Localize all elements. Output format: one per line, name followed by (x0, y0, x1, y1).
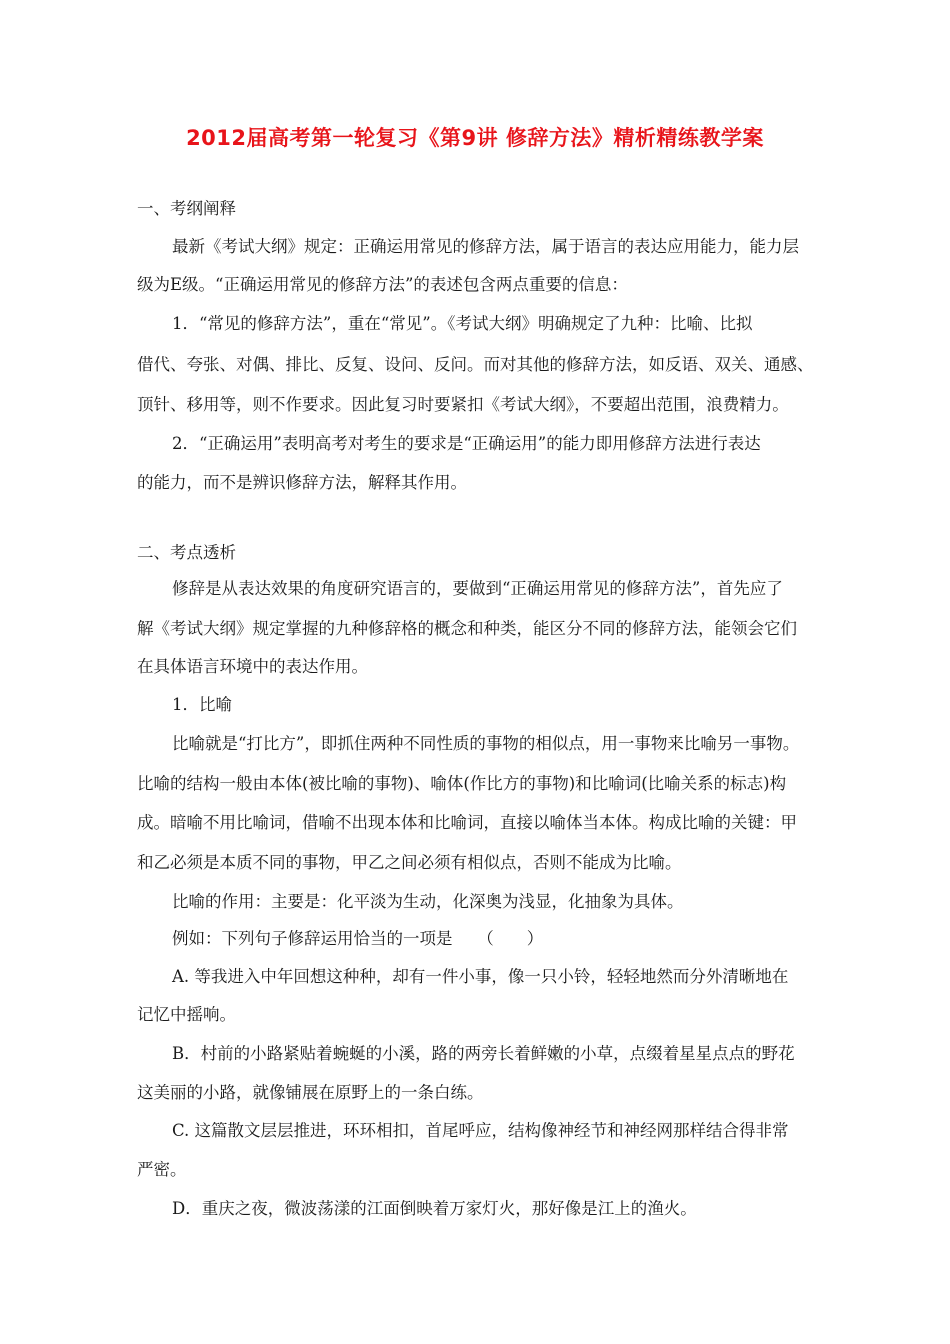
option-a-line: 记忆中摇响。 (137, 1005, 236, 1024)
document-title: 2012届高考第一轮复习《第9讲 修辞方法》精析精练教学案 (186, 126, 764, 150)
option-d-line: D．重庆之夜，微波荡漾的江面倒映着万家灯火，那好像是江上的渔火。 (172, 1199, 697, 1218)
paragraph-line: 比喻的结构一般由本体(被比喻的事物)、喻体(作比方的事物)和比喻词(比喻关系的标志)构 (137, 774, 787, 793)
paragraph-line: 解《考试大纲》规定掌握的九种修辞格的概念和种类，能区分不同的修辞方法，能领会它们 (137, 619, 797, 638)
option-b-line: 这美丽的小路，就像铺展在原野上的一条白练。 (137, 1083, 484, 1102)
paragraph-line: 的能力，而不是辨识修辞方法，解释其作用。 (137, 473, 467, 492)
option-a-line: A. 等我进入中年回想这种种，却有一件小事，像一只小铃，轻轻地然而分外清晰地在 (172, 967, 789, 986)
paragraph-line: 1．“常见的修辞方法”，重在“常见”。《考试大纲》明确规定了九种：比喻、比拟 (172, 314, 753, 333)
paragraph-line: 比喻的作用：主要是：化平淡为生动，化深奥为浅显，化抽象为具体。 (172, 892, 684, 911)
example-question: 例如：下列句子修辞运用恰当的一项是 （ ） (172, 929, 544, 948)
paragraph-line: 借代、夸张、对偶、排比、反复、设问、反问。而对其他的修辞方法，如反语、双关、通感、 (137, 355, 814, 374)
section-heading-analysis: 二、考点透析 (137, 543, 236, 562)
option-b-line: B．村前的小路紧贴着蜿蜒的小溪，路的两旁长着鲜嫩的小草，点缀着星星点点的野花 (172, 1044, 795, 1063)
subheading-metaphor: 1．比喻 (172, 695, 232, 714)
paragraph-line: 在具体语言环境中的表达作用。 (137, 657, 368, 676)
paragraph-line: 修辞是从表达效果的角度研究语言的，要做到“正确运用常见的修辞方法”，首先应了 (172, 579, 783, 598)
paragraph-line: 和乙必须是本质不同的事物，甲乙之间必须有相似点，否则不能成为比喻。 (137, 853, 682, 872)
section-heading-syllabus: 一、考纲阐释 (137, 199, 236, 218)
paragraph-line: 成。暗喻不用比喻词，借喻不出现本体和比喻词，直接以喻体当本体。构成比喻的关键：甲 (137, 813, 797, 832)
option-c-line: C. 这篇散文层层推进，环环相扣，首尾呼应，结构像神经节和神经网那样结合得非常 (172, 1121, 789, 1140)
paragraph-line: 最新《考试大纲》规定：正确运用常见的修辞方法，属于语言的表达应用能力，能力层 (172, 237, 799, 256)
paragraph-line: 级为E级。“正确运用常见的修辞方法”的表述包含两点重要的信息： (137, 275, 628, 294)
paragraph-line: 2．“正确运用”表明高考对考生的要求是“正确运用”的能力即用修辞方法进行表达 (172, 434, 761, 453)
option-c-line: 严密。 (137, 1160, 187, 1179)
paragraph-line: 比喻就是“打比方”，即抓住两种不同性质的事物的相似点，用一事物来比喻另一事物。 (172, 734, 800, 753)
paragraph-line: 顶针、移用等，则不作要求。因此复习时要紧扣《考试大纲》，不要超出范围，浪费精力。 (137, 395, 789, 414)
